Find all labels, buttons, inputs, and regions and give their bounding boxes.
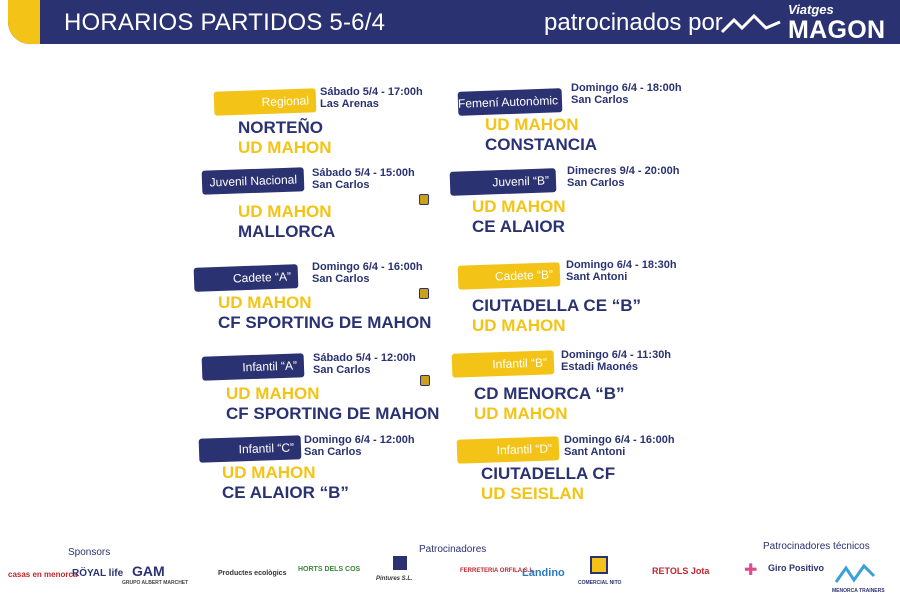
club-crest-icon (420, 375, 430, 386)
club-crest-icon (419, 288, 429, 299)
category-tag: Cadete “A” (194, 264, 299, 292)
royal-life-logo: RÖYAL life (72, 568, 124, 579)
category-tag: Infantil “C” (199, 435, 302, 463)
ferreteria-logo: FERRETERIA ORFILA,S.L. (460, 568, 535, 574)
home-team: UD MAHON (485, 115, 579, 134)
match-venue: San Carlos (304, 446, 362, 458)
match-venue: Estadi Maonés (561, 361, 639, 373)
match-datetime: Sábado 5/4 - 17:00h (320, 86, 423, 98)
horts-dels-cos-logo: HORTS DELS COS (298, 566, 361, 573)
home-team: UD MAHON (226, 384, 320, 403)
match-venue: Las Arenas (320, 98, 379, 110)
pintures-logo-mark (393, 556, 407, 570)
away-team: UD MAHON (474, 404, 568, 423)
category-tag: Infantil “B” (452, 350, 555, 378)
match-venue: San Carlos (313, 364, 371, 376)
category-tag: Infantil “D” (457, 436, 560, 464)
match-datetime: Domingo 6/4 - 18:30h (566, 259, 677, 271)
match-datetime: Domingo 6/4 - 18:00h (571, 82, 682, 94)
landino-logo: Landino (522, 567, 565, 579)
productes-ecologics-logo: Productes ecològics (218, 570, 287, 577)
giro-positivo-logo: Giro Positivo (768, 563, 825, 573)
home-team: UD MAHON (218, 293, 312, 312)
nito-logo-mark (590, 556, 608, 574)
club-crest-icon (419, 194, 429, 205)
match-datetime: Domingo 6/4 - 12:00h (304, 434, 415, 446)
casas-en-menorca-logo: casas en menorca (8, 570, 78, 579)
away-team: UD SEISLAN (481, 484, 584, 503)
match-datetime: Domingo 6/4 - 16:00h (312, 261, 423, 273)
menorca-trainers-icon (834, 562, 876, 586)
header-bar (8, 0, 900, 44)
comercial-nito-logo: COMERCIAL NITO (578, 580, 622, 586)
away-team: CF SPORTING DE MAHON (218, 313, 432, 332)
header-accent (8, 0, 40, 44)
gam-logo: GAM (132, 563, 165, 579)
away-team: CONSTANCIA (485, 135, 598, 154)
category-tag: Femení Autonòmic (458, 88, 563, 116)
match-venue: San Carlos (571, 94, 629, 106)
category-tag: Infantil “A” (202, 353, 305, 381)
home-team: UD MAHON (238, 202, 332, 221)
match-venue: Sant Antoni (564, 446, 626, 458)
match-venue: San Carlos (312, 273, 370, 285)
page-title: HORARIOS PARTIDOS 5-6/4 (64, 9, 386, 36)
sponsors-label: Sponsors (68, 547, 111, 558)
category-tag: Regional (214, 88, 317, 116)
home-team: NORTEÑO (238, 118, 323, 137)
away-team: CE ALAIOR “B” (222, 483, 349, 502)
gam-subtitle: GRUPO ALBERT MARCHET (122, 580, 189, 586)
away-team: UD MAHON (238, 138, 332, 157)
patrocinadores-label: Patrocinadores (419, 544, 487, 555)
home-team: CIUTADELLA CF (481, 464, 616, 483)
match-datetime: Sábado 5/4 - 12:00h (313, 352, 416, 364)
match-datetime: Domingo 6/4 - 11:30h (561, 349, 672, 361)
match-datetime: Sábado 5/4 - 15:00h (312, 167, 415, 179)
plus-icon: ✚ (744, 562, 758, 579)
mountain-logo-icon (720, 12, 782, 36)
retols-jota-logo: RETOLS Jota (652, 566, 710, 576)
home-team: UD MAHON (222, 463, 316, 482)
away-team: CE ALAIOR (472, 217, 565, 236)
brand-name: MAGON (788, 16, 886, 44)
match-venue: San Carlos (567, 177, 625, 189)
match-venue: Sant Antoni (566, 271, 628, 283)
away-team: MALLORCA (238, 222, 336, 241)
brand-top-text: Viatges (788, 2, 834, 17)
home-team: CD MENORCA “B” (474, 384, 625, 403)
tecnicos-label: Patrocinadores técnicos (763, 541, 870, 552)
away-team: CF SPORTING DE MAHON (226, 404, 440, 423)
category-tag: Cadete “B” (458, 262, 561, 290)
menorca-trainers-logo: MENORCA TRAINERS (832, 588, 885, 594)
match-datetime: Dimecres 9/4 - 20:00h (567, 165, 680, 177)
category-tag: Juvenil Nacional (202, 167, 305, 195)
match-venue: San Carlos (312, 179, 370, 191)
pintures-logo: Pintures S.L. (376, 576, 413, 582)
match-datetime: Domingo 6/4 - 16:00h (564, 434, 675, 446)
away-team: UD MAHON (472, 316, 566, 335)
home-team: UD MAHON (472, 197, 566, 216)
sponsored-by-text: patrocinados por (544, 9, 723, 36)
category-tag: Juvenil “B” (450, 168, 557, 196)
home-team: CIUTADELLA CE “B” (472, 296, 642, 315)
